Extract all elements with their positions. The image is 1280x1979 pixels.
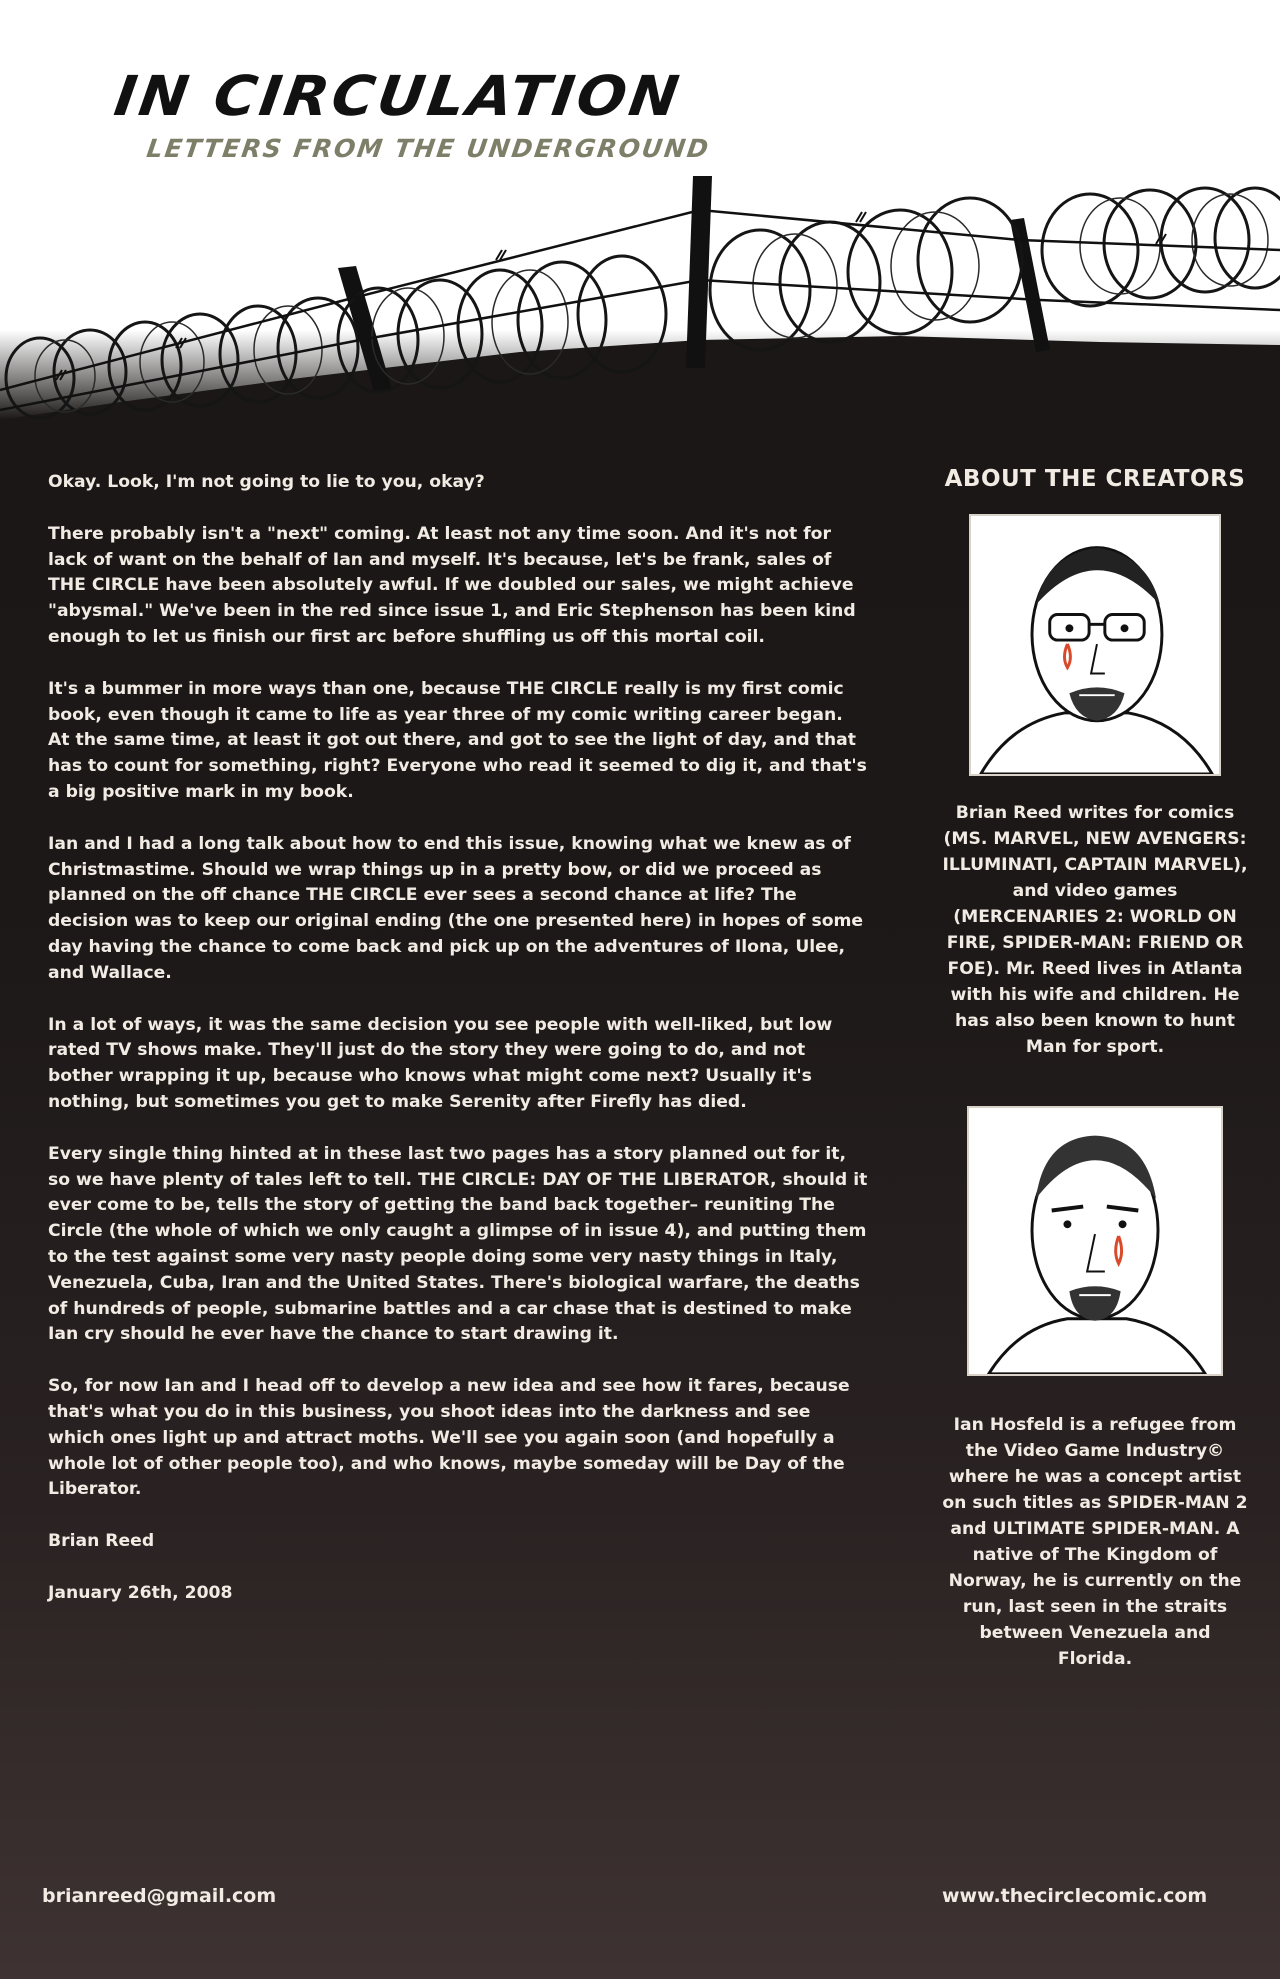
letter-paragraph: Ian and I had a long talk about how to end this issue, knowing what we knew as of Christmastime. Should we wrap things up in a pretty bow, or did we proceed as planned on the off chance THE CIRCLE ever sees a second chance at life? The decision was to keep our original ending (the one presented here) in hopes of some day having the chance to come back and pick up on the adventures of Ilona, Ulee, and Wallace. <box>48 833 864 983</box>
creators-heading: ABOUT THE CREATORS <box>944 466 1246 492</box>
letter-signature: Brian Reed <box>48 1531 155 1552</box>
brian-reed-bio: Brian Reed writes for comics (MS. MARVEL, NEW AVENGERS: ILLUMINATI, CAPTAIN MARVEL), and video games (MERCENARIES 2: WORLD ON FIRE, SPIDER-MAN: FRIEND OR FOE). Mr. Reed lives in Atlanta with his wife and children. He has also been known to hunt Man for sport. <box>942 803 1248 1057</box>
masthead-subtitle: LETTERS FROM THE UNDERGROUND <box>144 134 712 163</box>
barbed-wire-fence-illustration <box>0 140 1280 460</box>
about-the-creators <box>940 466 1250 1672</box>
letter-date: January 26th, 2008 <box>48 1582 233 1603</box>
ian-hosfeld-bio: Ian Hosfeld is a refugee from the Video Game Industry© where he was a concept artist on such titles as SPIDER-MAN 2 and ULTIMATE SPIDER-MAN. A native of The Kingdom of Norway, he is currently on the run, last seen in the straits between Venezuela and Florida. <box>942 1415 1248 1669</box>
letter-paragraph: It's a bummer in more ways than one, because THE CIRCLE really is my first comic book, even though it came to life as year three of my comic writing career began. At the same time, at least it got out there, and got to see the light of day, and that has to count for something, right? Everyone who read it seemed to dig it, and that's a big positive mark in my book. <box>48 678 867 802</box>
brian-reed-portrait <box>969 514 1221 776</box>
letter-paragraph: Okay. Look, I'm not going to lie to you, okay? <box>48 472 485 492</box>
masthead-title: IN CIRCULATION <box>110 63 686 129</box>
footer-website[interactable]: www.thecirclecomic.com <box>942 1885 1208 1907</box>
ian-hosfeld-portrait <box>967 1106 1223 1376</box>
letter-paragraph: In a lot of ways, it was the same decision you see people with well-liked, but low rated TV shows make. They'll just do the story they were going to do, and not bother wrapping it up, because who knows what might come next? Usually it's nothing, but sometimes you get to make Serenity after Firefly has died. <box>48 1014 833 1112</box>
letter-paragraph: So, for now Ian and I head off to develop a new idea and see how it fares, because that's what you do in this business, you shoot ideas into the darkness and see which ones light up and attract moths. We'll see you again soon (and hopefully a whole lot of other people too), and who knows, maybe someday will be Day of the Liberator. <box>48 1376 850 1500</box>
letter-body <box>48 470 868 1607</box>
footer-email[interactable]: brianreed@gmail.com <box>42 1885 277 1907</box>
letter-paragraph: There probably isn't a "next" coming. At least not any time soon. And it's not for lack of want on the behalf of Ian and myself. It's because, let's be frank, sales of THE CIRCLE have been absolutely awful. If we doubled our sales, we might achieve "abysmal." We've been in the red since issue 1, and Eric Stephenson has been kind enough to let us finish our first arc before shuffling us off this mortal coil. <box>48 523 856 647</box>
letter-paragraph: Every single thing hinted at in these last two pages has a story planned out for it, so we have plenty of tales left to tell. THE CIRCLE: DAY OF THE LIBERATOR, should it ever come to be, tells the story of getting the band back together– reuniting The Circle (the whole of which we only caught a glimpse of in issue 4), and putting them to the test against some very nasty people doing some very nasty things in Italy, Venezuela, Cuba, Iran and the United States. There's biological warfare, the deaths of hundreds of people, submarine battles and a car chase that is destined to make Ian cry should he ever have the chance to start drawing it. <box>48 1143 868 1345</box>
